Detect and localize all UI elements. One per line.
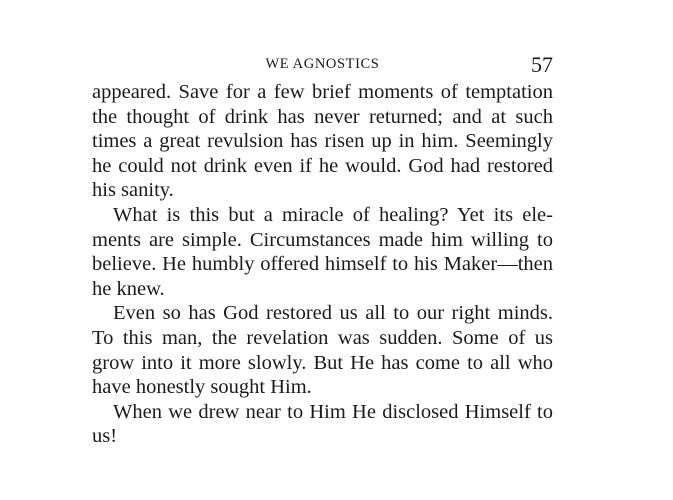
paragraph-3: Even so has God restored us all to our right minds. To this man, the revelation was sudden. Some of us grow into it more slowly. But He has come to all who have honestly sought Him. (92, 302, 553, 399)
running-head (92, 52, 553, 80)
book-page (92, 52, 553, 449)
body-text (92, 80, 553, 449)
running-title: WE AGNOSTICS (265, 56, 380, 72)
page-number: 57 (531, 52, 553, 77)
paragraph-1: appeared. Save for a few brief moments of temptation the thought of drink has never returned; and at such times a great revulsion has risen up in him. Seemingly he could not drink even if he would. God had restored his sanity. (92, 81, 553, 202)
paragraph-2: What is this but a miracle of healing? Yet its elements are simple. Circumstances made him willing to believe. He humbly offered himself to his Maker—then he knew. (92, 203, 553, 300)
paragraph-4: When we drew near to Him He disclosed Himself to us! (92, 400, 553, 448)
